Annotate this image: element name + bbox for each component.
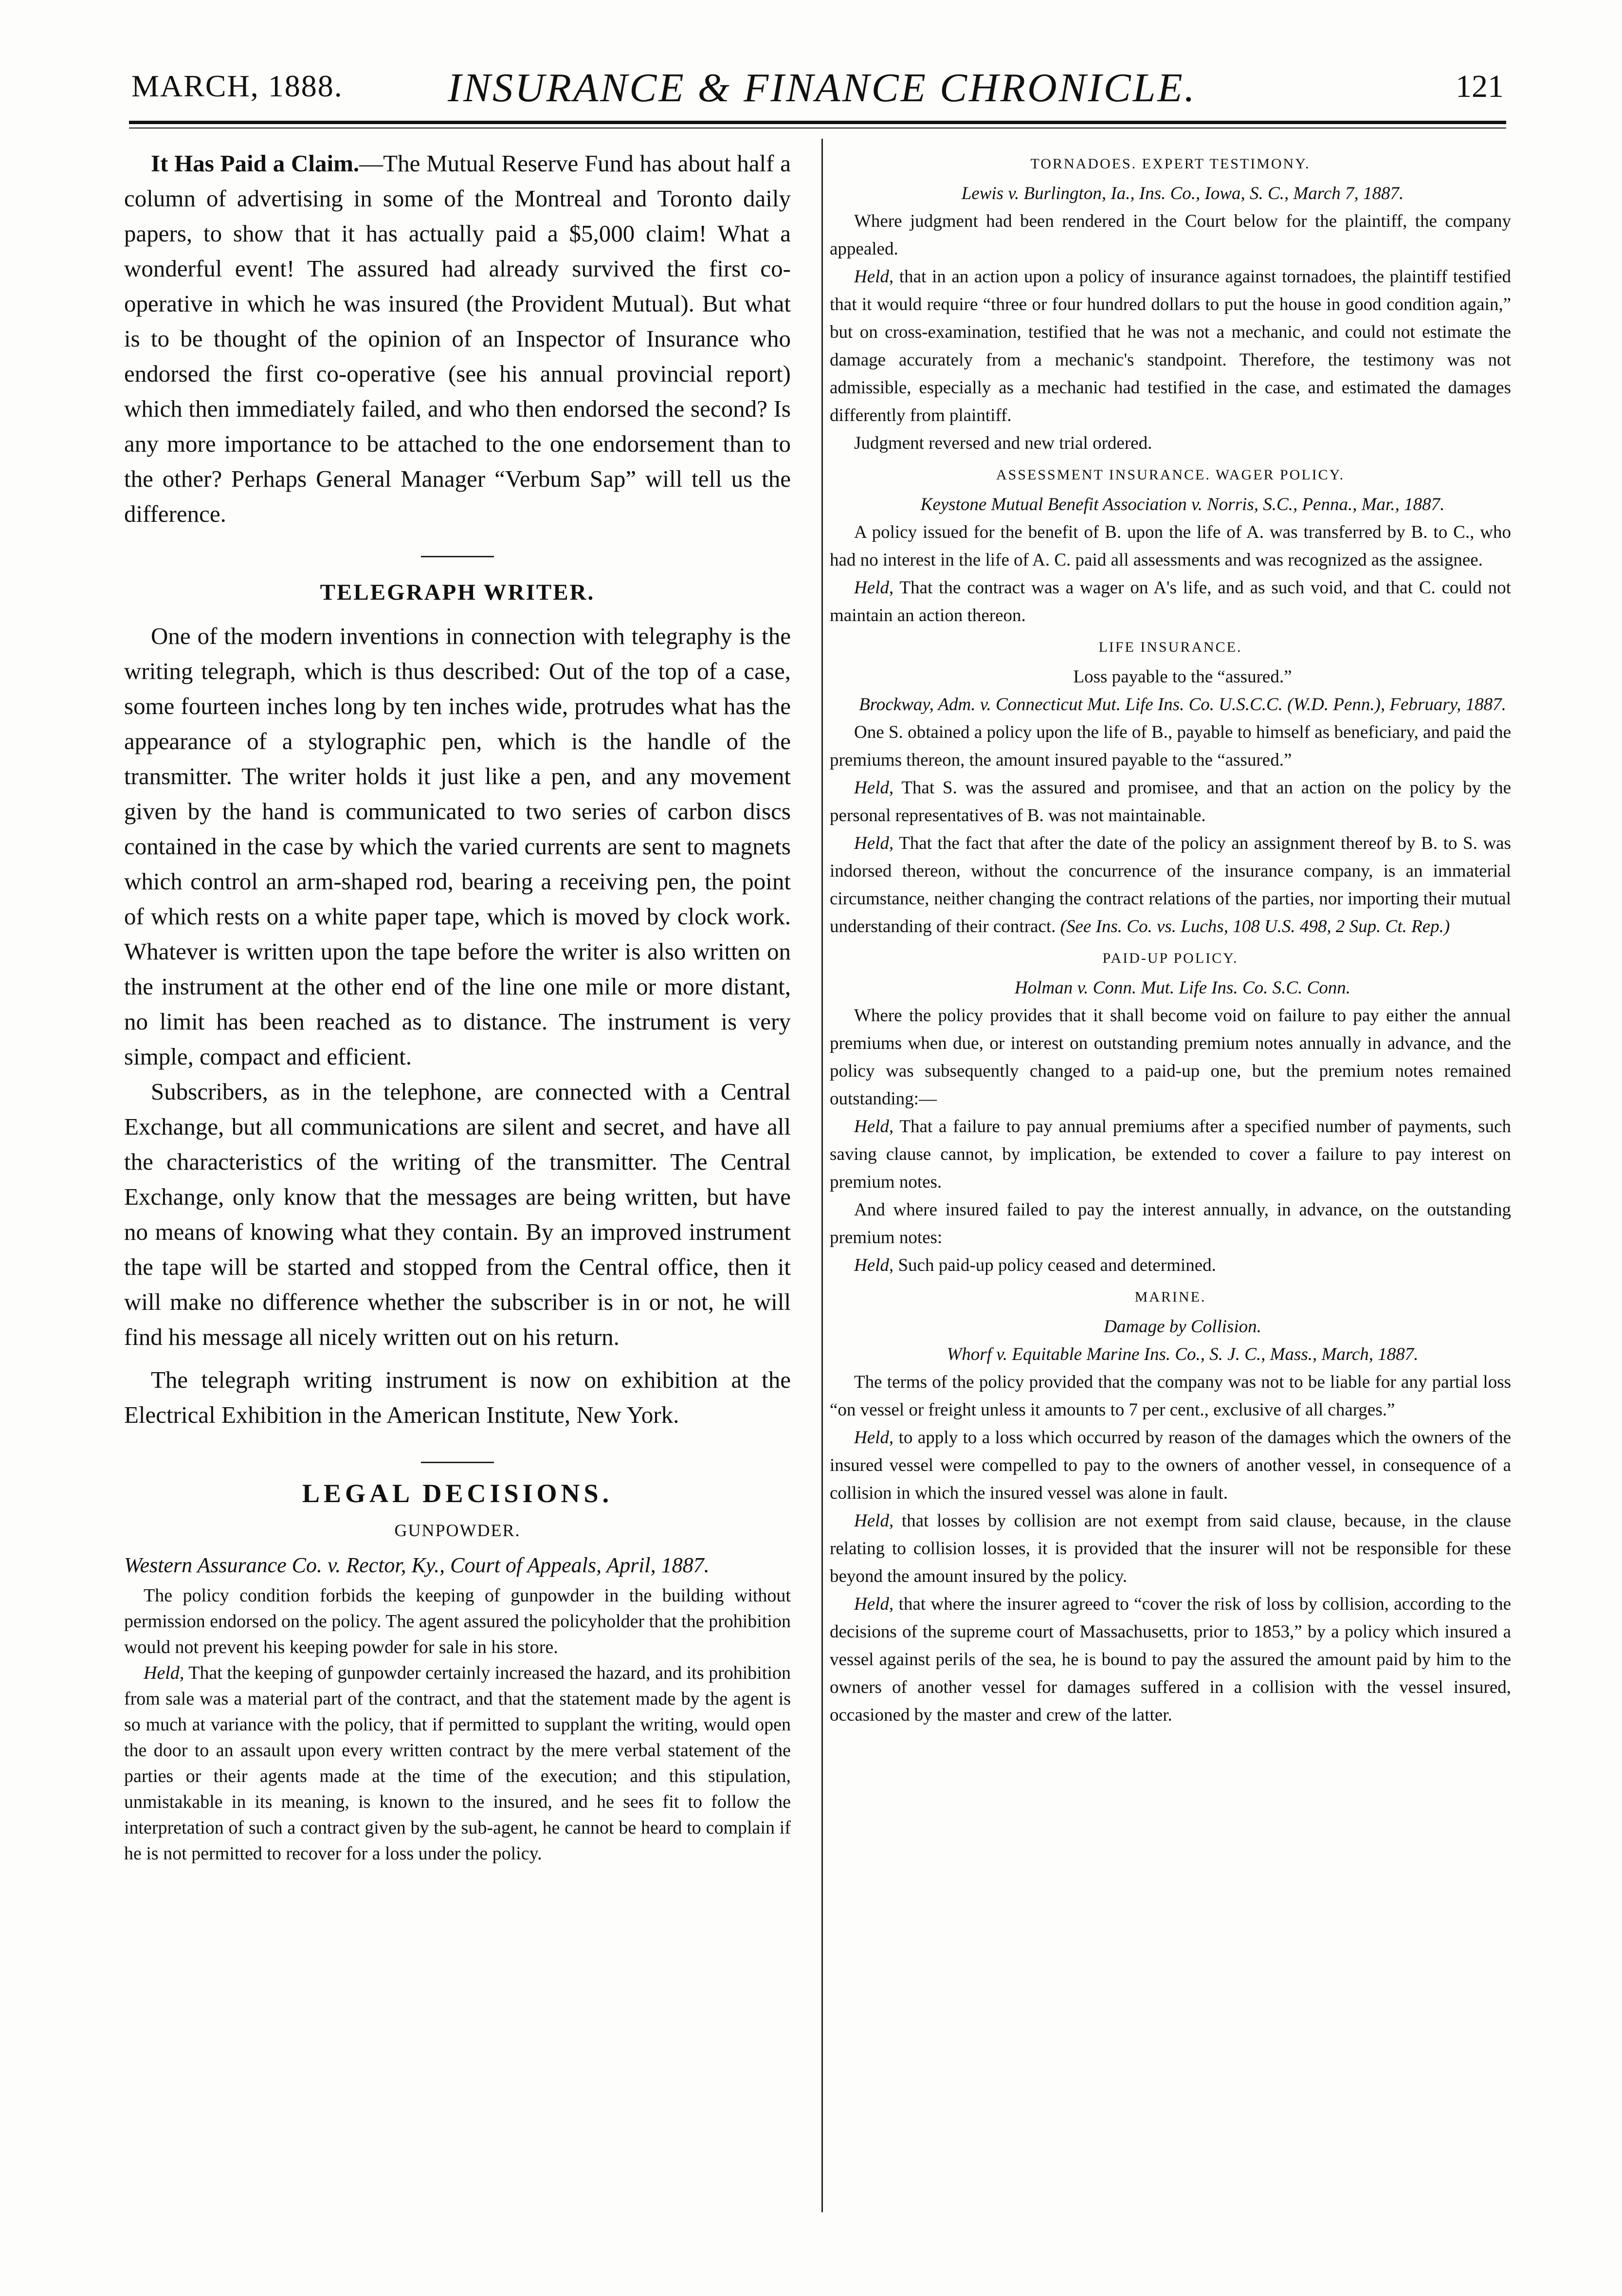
- held-label: Held,: [854, 778, 894, 798]
- publication-title: INSURANCE & FINANCE CHRONICLE.: [448, 65, 1197, 110]
- issue-date: MARCH, 1888.: [131, 69, 343, 103]
- section-divider: [421, 556, 494, 557]
- telegraph-paragraph: The telegraph writing instrument is now on exhibition at the Electrical Exhibition in the American Institute, New York.: [124, 1366, 791, 1428]
- assessment-held: Held, That the contract was a wager on A's life, and as such void, and that C. could not maintain an action thereon.: [830, 578, 1511, 625]
- assessment-heading: ASSESSMENT INSURANCE. WAGER POLICY.: [996, 467, 1345, 483]
- tornado-heading: TORNADOES. EXPERT TESTIMONY.: [1030, 156, 1311, 172]
- telegraph-paragraph: One of the modern inventions in connection with telegraphy is the writing telegraph, which is thus described: Out of the top of a case, some fourteen inches long by ten inches wide, protrudes what has the appearance of a stylographic pen, which is the handle of the transmitter. The writer holds it just like a pen, and any movement given by the hand is communicated to two series of carbon discs contained in the case by which the varied currents are sent to magnets which control an arm-shaped rod, bearing a receiving pen, the point of which rests on a white paper tape, which is moved by clock work. Whatever is written upon the tape before the writer is also written on the instrument at the other end of the line one mile or more distant, no limit has been reached as to distance. The instrument is very simple, compact and efficient.: [124, 623, 791, 1070]
- claim-paragraph: [124, 146, 791, 532]
- legal-decisions-heading: LEGAL DECISIONS.: [302, 1479, 613, 1508]
- life-held: Held, That the fact that after the date of the policy an assignment thereof by B. to S. was indorsed thereon, without the concurrence of the insurance company, is an immaterial circumstance, neither changing the contract relations of the parties, nor importing their mutual understanding of their contract. (See Ins. Co. vs. Luchs, 108 U.S. 498, 2 Sup. Ct. Rep.): [830, 833, 1511, 937]
- assessment-paragraph: A policy issued for the benefit of B. upon the life of A. was transferred by B. to C., who had no interest in the life of A. C. paid all assessments and was recognized as the assignee.: [830, 522, 1511, 570]
- held-label: Held,: [854, 1117, 894, 1137]
- held-label: Held,: [854, 1511, 894, 1531]
- marine-held: Held, that where the insurer agreed to “cover the risk of loss by collision, according to the decisions of the supreme court of Massachusetts, prior to 1853,” by a policy which insured a vessel against perils of the sea, he is bound to pay the assured the amount paid by him to the owners of another vessel for damages suffered in a collision with the vessel insured, occasioned by the master and crew of the latter.: [830, 1594, 1511, 1725]
- life-case: Brockway, Adm. v. Connecticut Mut. Life Ins. Co. U.S.C.C. (W.D. Penn.), February, 1887.: [859, 695, 1506, 715]
- marine-case: Whorf v. Equitable Marine Ins. Co., S. J. C., Mass., March, 1887.: [947, 1344, 1419, 1364]
- tornado-case: Lewis v. Burlington, Ia., Ins. Co., Iowa, S. C., March 7, 1887.: [961, 184, 1404, 203]
- paidup-paragraph: And where insured failed to pay the interest annually, in advance, on the outstanding premium notes:: [830, 1200, 1511, 1248]
- masthead: [131, 65, 1504, 122]
- life-heading: LIFE INSURANCE.: [1098, 639, 1242, 655]
- page-number: 121: [1456, 69, 1504, 104]
- marine-heading: MARINE.: [1134, 1289, 1206, 1305]
- tornado-judgment: Judgment reversed and new trial ordered.: [854, 433, 1152, 453]
- claim-body: —The Mutual Reserve Fund has about half a column of advertising in some of the Montreal and Toronto daily papers, to show that it has actually paid a $5,000 claim! What a wonderful event! The assured had already survived the first co-operative in which he was insured (the Provident Mutual). But what is to be thought of the opinion of an Inspector of Insurance who endorsed the first co-operative (see his annual provincial report) which then immediately failed, and who then endorsed the second? Is any more importance to be attached to the one endorsement than to the other? Perhaps General Manager “Verbum Sap” will tell us the difference.: [124, 150, 791, 527]
- life-subheading: Loss payable to the “assured.”: [1073, 667, 1292, 687]
- marine-held: Held, that losses by collision are not exempt from said clause, because, in the clause relating to collision losses, it is provided that the insurer will not be responsible for these beyond the amount insured by the policy.: [830, 1511, 1511, 1586]
- held-label: Held,: [854, 1428, 894, 1448]
- paidup-case: Holman v. Conn. Mut. Life Ins. Co. S.C. Conn.: [1015, 978, 1350, 998]
- telegraph-heading: TELEGRAPH WRITER.: [320, 580, 595, 605]
- gunpowder-case: Western Assurance Co. v. Rector, Ky., Court of Appeals, April, 1887.: [124, 1553, 710, 1577]
- marine-paragraph: The terms of the policy provided that the company was not to be liable for any partial loss “on vessel or freight unless it amounts to 7 per cent., exclusive of all charges.”: [830, 1372, 1511, 1420]
- held-label: Held,: [144, 1663, 184, 1683]
- telegraph-paragraph: Subscribers, as in the telephone, are connected with a Central Exchange, but all communications are silent and secret, and have all the characteristics of the writing of the transmitter. The Central Exchange, only know that the messages are being written, but have no means of knowing what they contain. By an improved instrument the tape will be started and stopped from the Central office, then it will make no difference whether the subscriber is in or not, he will find his message all nicely written out on his return.: [124, 1078, 791, 1350]
- marine-subheading: Damage by Collision.: [1104, 1317, 1261, 1337]
- left-column: [124, 146, 791, 1867]
- held-label: Held,: [854, 267, 894, 287]
- held-label: Held,: [854, 578, 894, 598]
- life-held: Held, That S. was the assured and promisee, and that an action on the policy by the personal representatives of B. was not maintainable.: [830, 778, 1511, 826]
- paidup-paragraph: Where the policy provides that it shall become void on failure to pay either the annual premiums when due, or interest on outstanding premium notes annually in advance, and the policy was subsequently changed to a paid-up one, but the premium notes remained outstanding:—: [830, 1006, 1511, 1109]
- held-label: Held,: [854, 833, 894, 853]
- column-divider: [821, 139, 823, 2212]
- masthead-rule-thin: [129, 128, 1506, 129]
- tornado-paragraph: Where judgment had been rendered in the Court below for the plaintiff, the company appealed.: [830, 211, 1511, 259]
- paidup-held: Held, Such paid-up policy ceased and determined.: [854, 1255, 1216, 1275]
- held-label: Held,: [854, 1255, 894, 1275]
- life-paragraph: One S. obtained a policy upon the life of B., payable to himself as beneficiary, and paid the premiums thereon, the amount insured payable to the “assured.”: [830, 722, 1511, 770]
- gunpowder-heading: GUNPOWDER.: [394, 1521, 521, 1540]
- paidup-held: Held, That a failure to pay annual premiums after a specified number of payments, such saving clause cannot, by implication, be extended to cover a failure to pay interest on premium notes.: [830, 1117, 1511, 1192]
- right-column: [830, 146, 1511, 1729]
- held-label: Held,: [854, 1594, 894, 1614]
- gunpowder-paragraph: The policy condition forbids the keeping of gunpowder in the building without permission endorsed on the policy. The agent assured the policyholder that the prohibition would not prevent his keeping powder for sale in his store.: [124, 1585, 791, 1657]
- tornado-held: Held, that in an action upon a policy of insurance against tornadoes, the plaintiff testified that it would require “three or four hundred dollars to put the house in good condition again,” but on cross-examination, testified that he was not a mechanic, and could not estimate the damage accurately from a mechanic's standpoint. Therefore, the testimony was not admissible, especially as a mechanic had testified in the case, and estimated the damages differently from plaintiff.: [830, 267, 1511, 425]
- claim-lead: It Has Paid a Claim.: [151, 150, 360, 177]
- masthead-rule: [129, 121, 1506, 124]
- gunpowder-section: [124, 1583, 791, 1867]
- marine-held: Held, to apply to a loss which occurred by reason of the damages which the owners of the insured vessel were compelled to pay to the owners of another vessel, in consequence of a collision in which the insured vessel was alone in fault.: [830, 1428, 1511, 1503]
- section-divider: [421, 1462, 494, 1463]
- gunpowder-held: Held, That the keeping of gunpowder certainly increased the hazard, and its prohibition from sale was a material part of the contract, and that the statement made by the agent is so much at variance with the policy, that if permitted to supplant the writing, would open the door to an assault upon every written contract by the mere verbal statement of the parties or their agents made at the time of the execution; and this stipulation, unmistakable in its meaning, is known to the insured, and he sees fit to follow the interpretation of such a contract given by the sub-agent, he cannot be heard to complain if he is not permitted to recover for a loss under the policy.: [124, 1663, 791, 1864]
- assessment-case: Keystone Mutual Benefit Association v. Norris, S.C., Penna., Mar., 1887.: [920, 495, 1445, 514]
- paidup-heading: PAID-UP POLICY.: [1102, 950, 1239, 966]
- life-citation: (See Ins. Co. vs. Luchs, 108 U.S. 498, 2 Sup. Ct. Rep.): [1060, 917, 1450, 937]
